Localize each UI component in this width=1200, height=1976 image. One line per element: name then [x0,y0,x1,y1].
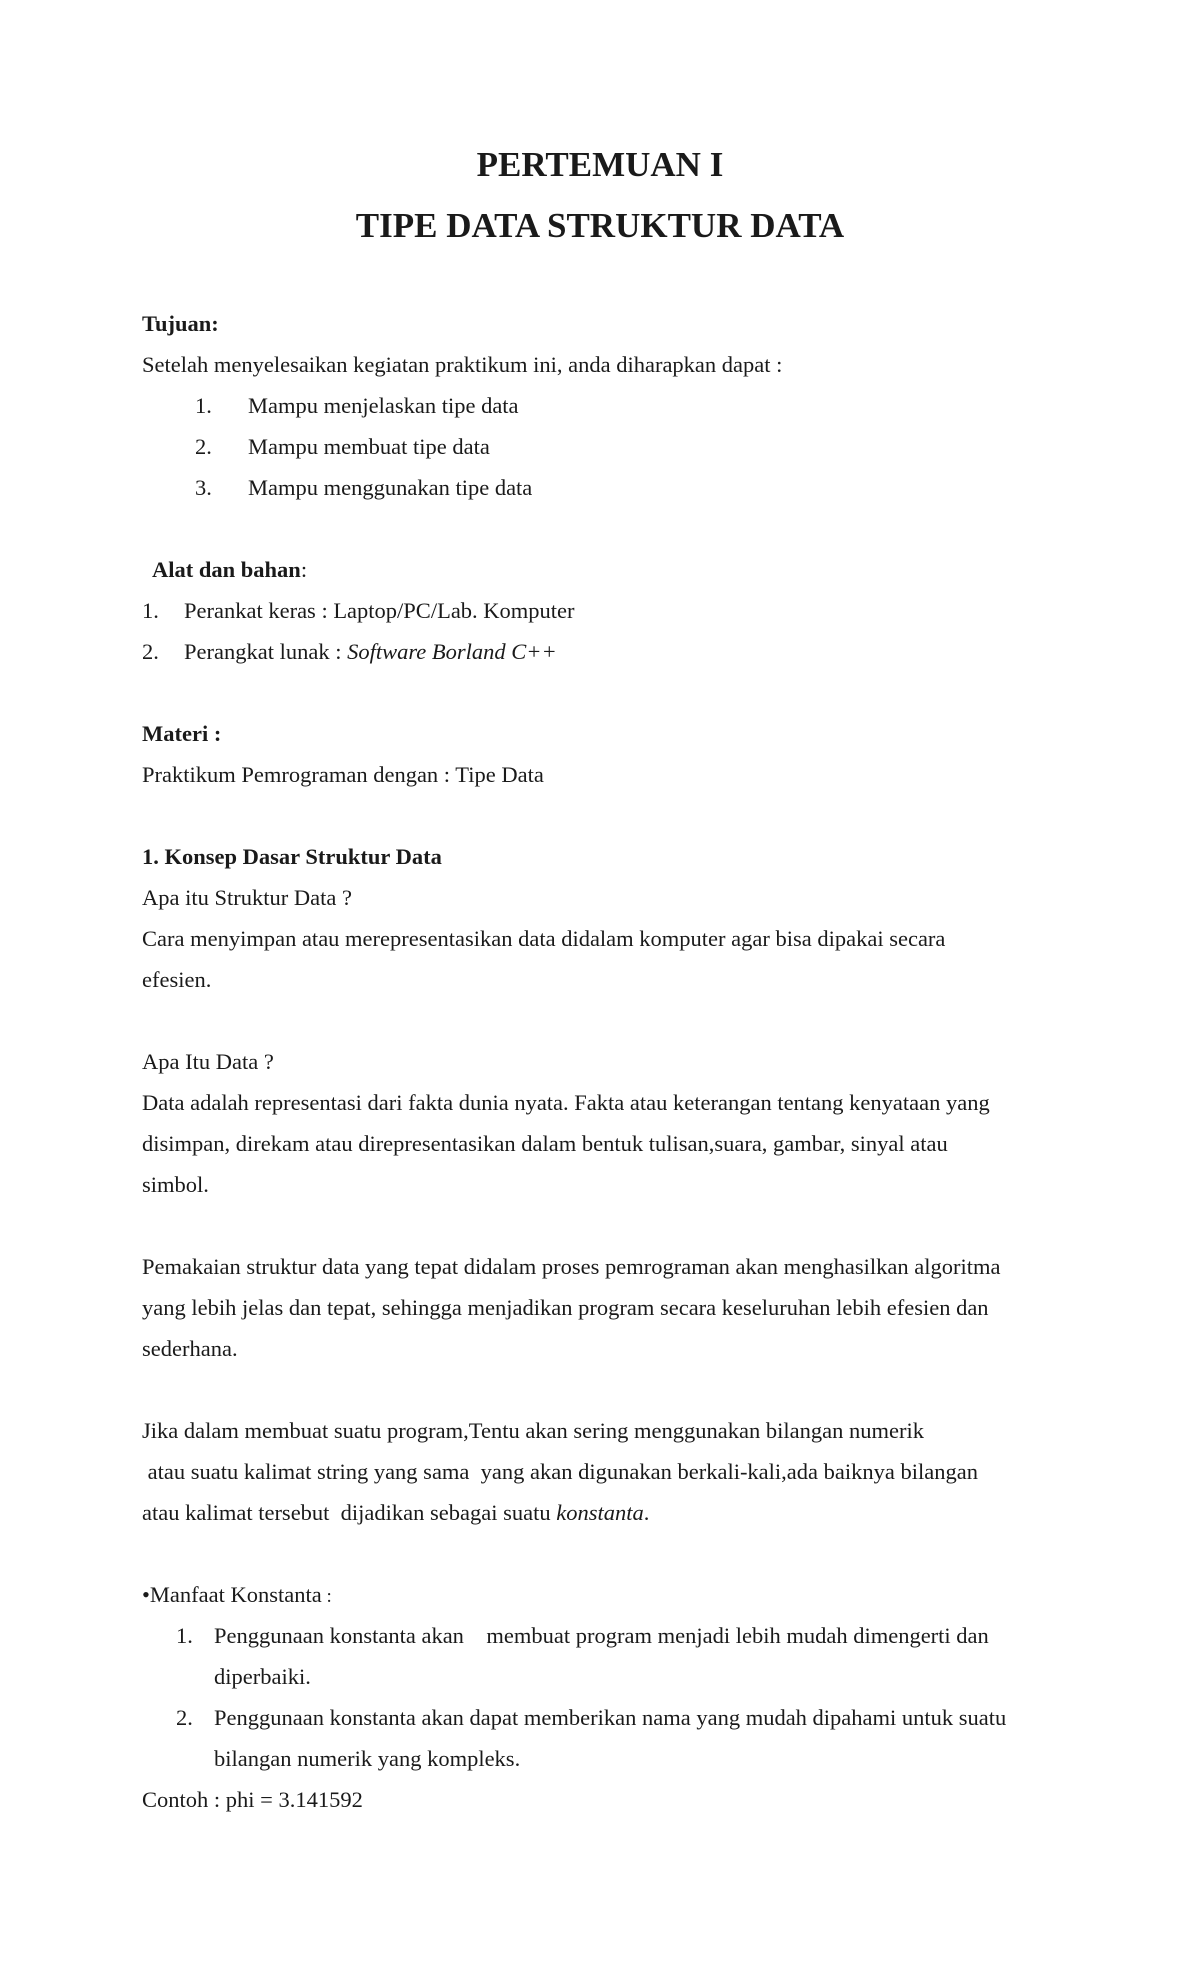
alat-item-1-num: 1. [142,598,159,623]
section1-q1: Apa itu Struktur Data ? [142,885,352,910]
tujuan-item-3-num: 3. [195,475,212,500]
section1-a1-line2: efesien. [142,967,212,992]
manfaat-heading [142,1580,332,1612]
tujuan-item-1-text: Mampu menjelaskan tipe data [248,393,519,418]
manfaat-item-2-num: 2. [176,1705,193,1730]
section1-a2-line2: disimpan, direkam atau direpresentasikan dalam bentuk tulisan,suara, gambar, sinyal atau [142,1131,948,1156]
section1-p4-line3-post: . [643,1500,650,1525]
alat-item-2 [184,637,557,667]
tujuan-intro: Setelah menyelesaikan kegiatan praktikum ini, anda diharapkan dapat : [142,352,783,377]
tujuan-item-3-text: Mampu menggunakan tipe data [248,475,533,500]
section1-a2-line3: simbol. [142,1172,209,1197]
manfaat-item-2-line1: Penggunaan konstanta akan dapat memberikan nama yang mudah dipahami untuk suatu [214,1705,1007,1730]
alat-item-2-italic: Software Borland C++ [347,639,557,664]
section1-heading: 1. Konsep Dasar Struktur Data [142,844,442,869]
alat-item-2-num: 2. [142,639,159,664]
title-line-2: TIPE DATA STRUKTUR DATA [355,206,845,245]
manfaat-item-2-line2: bilangan numerik yang kompleks. [214,1746,521,1771]
alat-heading-colon: : [300,557,308,582]
manfaat-item-1-num: 1. [176,1623,193,1648]
materi-heading: Materi : [142,721,222,746]
alat-item-1-text: Perankat keras : Laptop/PC/Lab. Komputer [184,598,575,623]
section1-p4-line2: atau suatu kalimat string yang sama yang akan digunakan berkali-kali,ada baiknya bilangan [142,1459,978,1484]
section1-p3-line3: sederhana. [142,1336,238,1361]
manfaat-heading-colon: : [321,1586,332,1607]
tujuan-item-2-text: Mampu membuat tipe data [248,434,490,459]
alat-heading-label: Alat dan bahan [152,557,301,582]
section1-p4-line3-pre: atau kalimat tersebut dijadikan sebagai suatu [142,1500,557,1525]
section1-p4-line1: Jika dalam membuat suatu program,Tentu akan sering menggunakan bilangan numerik [142,1418,924,1443]
manfaat-item-1-line2: diperbaiki. [214,1664,311,1689]
materi-text: Praktikum Pemrograman dengan : Tipe Data [142,762,544,787]
tujuan-item-2-num: 2. [195,434,212,459]
section1-p3-line2: yang lebih jelas dan tepat, sehingga menjadikan program secara keseluruhan lebih efesien dan [142,1295,989,1320]
section1-a2-line1: Data adalah representasi dari fakta dunia nyata. Fakta atau keterangan tentang kenyataan yang [142,1090,990,1115]
section1-q2: Apa Itu Data ? [142,1049,274,1074]
manfaat-heading-label: •Manfaat Konstanta [142,1582,322,1607]
alat-item-2-text: Perangkat lunak : [184,639,348,664]
alat-heading [152,555,307,585]
section1-a1-line1: Cara menyimpan atau merepresentasikan data didalam komputer agar bisa dipakai secara [142,926,946,951]
konstanta-term: konstanta [556,1500,644,1525]
tujuan-item-1-num: 1. [195,393,212,418]
tujuan-heading: Tujuan: [142,311,219,336]
contoh-line: Contoh : phi = 3.141592 [142,1787,363,1812]
section1-p3-line1: Pemakaian struktur data yang tepat didalam proses pemrograman akan menghasilkan algoritma [142,1254,1001,1279]
title-line-1: PERTEMUAN I [476,145,724,184]
manfaat-item-1-line1: Penggunaan konstanta akan membuat program menjadi lebih mudah dimengerti dan [214,1623,989,1648]
section1-p4-line3 [142,1498,649,1528]
